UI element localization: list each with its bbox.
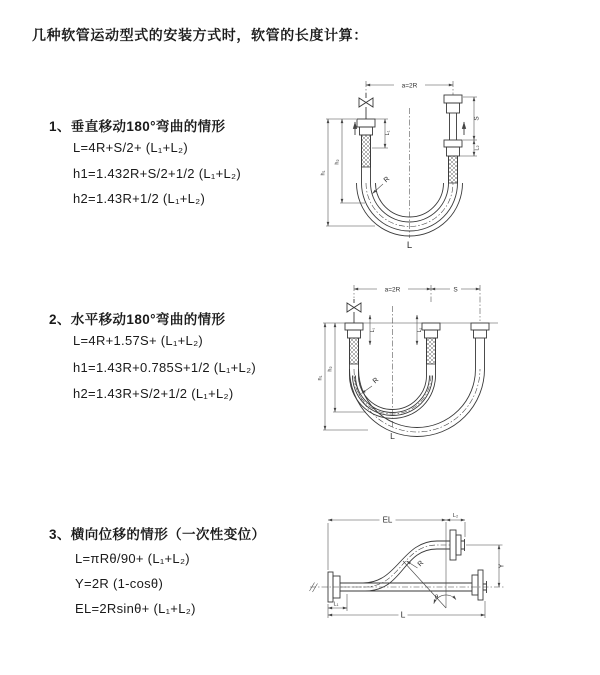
dim-label-h2: h₂ xyxy=(334,159,341,165)
flange-nut xyxy=(474,330,487,338)
flange-nut xyxy=(447,147,460,156)
dim-label-theta: θ xyxy=(434,594,439,601)
dim-label-l2: L₂ xyxy=(452,512,459,519)
formula-line: L=πRθ/90+ (L₁+L₂) xyxy=(75,551,190,566)
diagram-horizontal-180-bend xyxy=(318,282,503,447)
dim-label-l: L xyxy=(406,240,413,251)
section-2-heading: 2、水平移动180°弯曲的情形 xyxy=(49,312,226,327)
diagram-vertical-180-bend xyxy=(320,78,495,253)
valve-icon xyxy=(359,98,373,107)
dim-label-span: a=2R xyxy=(384,286,401,294)
braided-hose-section xyxy=(362,135,371,167)
diagram-lateral-displacement xyxy=(303,508,513,633)
dim-label-l1: L₁ xyxy=(385,130,391,136)
flange-nut xyxy=(456,535,461,555)
formula-line: h1=1.43R+0.785S+1/2 (L₁+L₂) xyxy=(73,360,257,375)
dim-label-l: L xyxy=(400,609,406,620)
dim-label-span: a=2R xyxy=(401,82,418,90)
formula-line: h2=1.43R+S/2+1/2 (L₁+L₂) xyxy=(73,386,234,401)
dim-label-l2: L₂ xyxy=(474,145,481,151)
formula-line: h1=1.432R+S/2+1/2 (L₁+L₂) xyxy=(73,166,241,181)
dim-label-s: S xyxy=(473,116,481,121)
formula-line: Y=2R (1-cosθ) xyxy=(75,576,164,591)
flange-nut xyxy=(360,127,373,135)
section-1-heading: 1、垂直移动180°弯曲的情形 xyxy=(49,119,226,134)
flange xyxy=(422,323,440,330)
dim-label-s: S xyxy=(453,286,458,294)
dim-label-l1: L₁ xyxy=(333,601,339,608)
dim-label-l1: L₁ xyxy=(370,327,376,333)
braided-hose-section xyxy=(449,156,458,183)
dim-label-h1: h₁ xyxy=(318,375,324,381)
flange-nut xyxy=(472,575,478,595)
formula-line: EL=2Rsinθ+ (L₁+L₂) xyxy=(75,601,196,616)
dimension-lines xyxy=(310,520,506,618)
dim-label-r: R xyxy=(382,175,392,185)
dim-label-h2: h₂ xyxy=(327,366,334,372)
flange-nut xyxy=(348,330,361,338)
formula-line: L=4R+S/2+ (L₁+L₂) xyxy=(73,140,188,155)
dim-label-y: Y xyxy=(498,563,506,569)
dim-label-el: EL xyxy=(382,515,393,525)
section-3-heading: 3、横向位移的情形（一次性变位） xyxy=(49,527,266,542)
braided-hose-section xyxy=(350,338,359,364)
dim-label-r: R xyxy=(371,376,381,386)
dim-label-l2: L₂ xyxy=(417,327,423,333)
braided-hose-section xyxy=(427,338,436,364)
flange xyxy=(357,119,375,127)
formula-line: h2=1.43R+1/2 (L₁+L₂) xyxy=(73,191,206,206)
dim-label-l: L xyxy=(390,431,395,441)
dim-label-r: R xyxy=(416,559,426,569)
flange xyxy=(478,570,483,600)
dim-label-h1: h₁ xyxy=(320,170,327,176)
flange-nut xyxy=(425,330,438,338)
flange xyxy=(444,95,462,103)
flange xyxy=(444,140,462,147)
flange xyxy=(450,530,456,560)
flange-nut xyxy=(447,103,460,113)
flange xyxy=(471,323,489,330)
formula-line: L=4R+1.57S+ (L₁+L₂) xyxy=(73,333,204,348)
valve-icon xyxy=(347,303,361,312)
page-title: 几种软管运动型式的安装方式时，软管的长度计算： xyxy=(32,27,368,43)
flange xyxy=(345,323,363,330)
